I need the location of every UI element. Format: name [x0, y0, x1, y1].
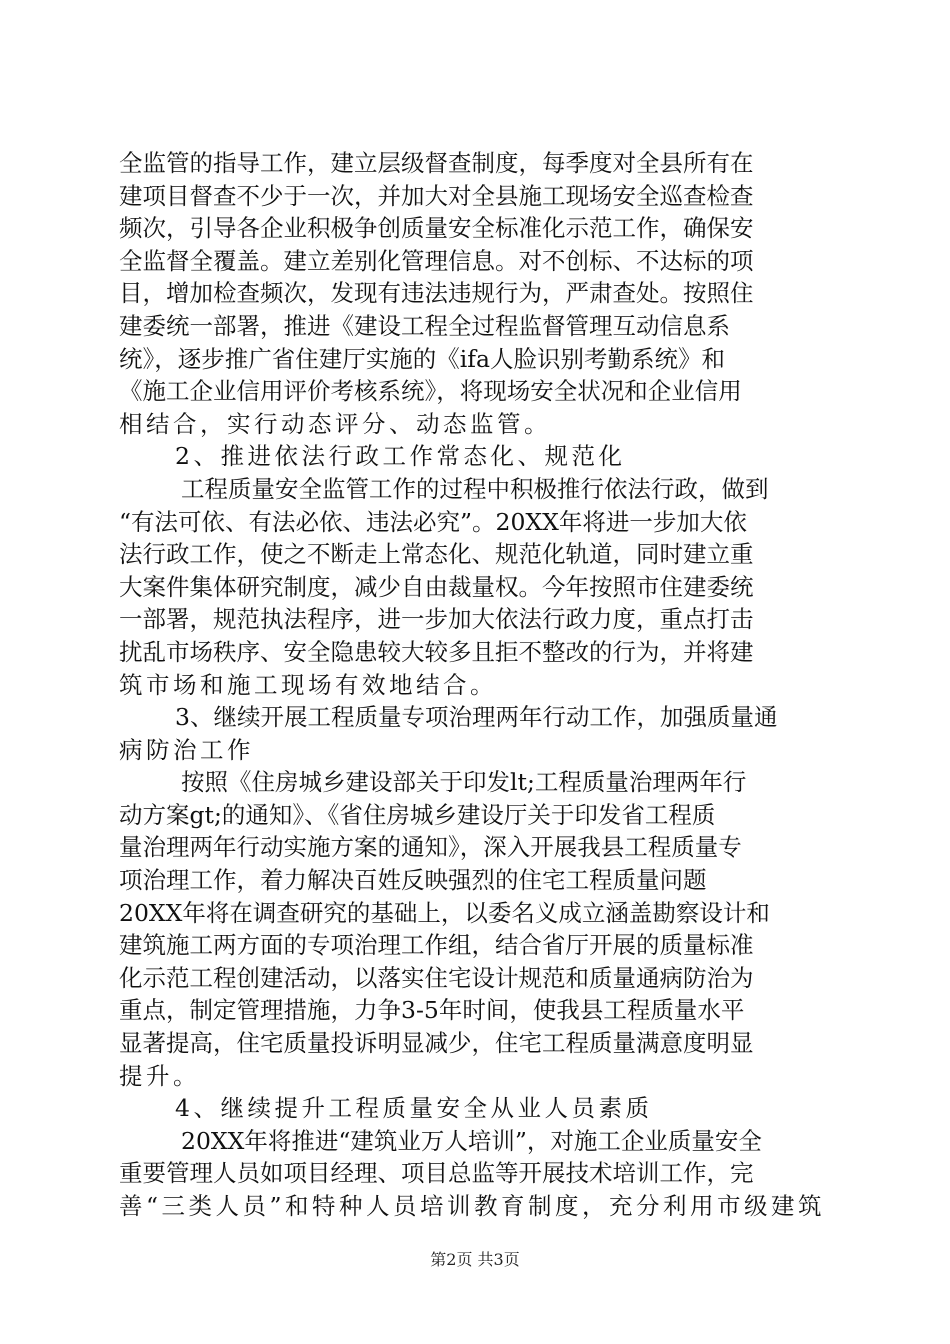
- text-line: 化示范工程创建活动，以落实住宅设计规范和质量通病防治为: [119, 963, 754, 992]
- text-line: 建项目督查不少于一次，并加大对全县施工现场安全巡查检查: [119, 181, 754, 210]
- text-line: 目，增加检查频次，发现有违法违规行为，严肃查处。按照住: [119, 279, 754, 308]
- text-line: 建筑施工两方面的专项治理工作组，结合省厅开展的质量标准: [119, 931, 754, 960]
- text-line: 20XX年将在调查研究的基础上，以委名义成立涵盖勘察设计和: [119, 898, 770, 927]
- text-line: 《施工企业信用评价考核系统》，将现场安全状况和企业信用: [119, 377, 742, 406]
- text-line: 大案件集体研究制度，减少自由裁量权。今年按照市住建委统: [119, 572, 754, 601]
- text-line: 重要管理人员如项目经理、项目总监等开展技术培训工作，完: [119, 1159, 754, 1188]
- text-line: 扰乱市场秩序、安全隐患较大较多且拒不整改的行为，并将建: [119, 637, 754, 666]
- body-text: [119, 147, 839, 1223]
- text-line: 法行政工作，使之不断走上常态化、规范化轨道，同时建立重: [119, 540, 754, 569]
- text-line: 显著提高，住宅质量投诉明显减少，住宅工程质量满意度明显: [119, 1029, 754, 1058]
- text-line: 一部署，规范执法程序，进一步加大依法行政力度，重点打击: [119, 605, 754, 634]
- text-line: 量治理两年行动实施方案的通知》，深入开展我县工程质量专: [119, 833, 742, 862]
- text-line: 相结合，实行动态评分、动态监管。: [119, 409, 551, 438]
- text-line: 2、推进依法行政工作常态化、规范化: [175, 442, 626, 471]
- text-line: 动方案gt;的通知》、《省住房城乡建设厅关于印发省工程质: [119, 800, 716, 829]
- text-line: 按照《住房城乡建设部关于印发lt;工程质量治理两年行: [181, 768, 747, 797]
- text-line: 全监督全覆盖。建立差别化管理信息。对不创标、不达标的项: [119, 246, 754, 275]
- text-line: 项治理工作，着力解决百姓反映强烈的住宅工程质量问题: [119, 866, 707, 895]
- text-line: 频次，引导各企业积极争创质量安全标准化示范工作，确保安: [119, 214, 754, 243]
- text-line: 提升。: [119, 1061, 200, 1090]
- text-line: 3、继续开展工程质量专项治理两年行动工作，加强质量通: [175, 703, 778, 732]
- text-line: 工程质量安全监管工作的过程中积极推行依法行政，做到: [181, 474, 769, 503]
- text-line: 重点，制定管理措施，力争3-5年时间，使我县工程质量水平: [119, 996, 745, 1025]
- page-number-footer: 第2页 共3页: [430, 1250, 520, 1269]
- text-line: 全监管的指导工作，建立层级督查制度，每季度对全县所有在: [119, 149, 754, 177]
- text-line: 统》，逐步推广省住建厅实施的《ifa人脸识别考勤系统》和: [119, 344, 725, 373]
- text-line: 筑市场和施工现场有效地结合。: [119, 670, 497, 699]
- text-line: 20XX年将推进“建筑业万人培训”，对施工企业质量安全: [181, 1126, 762, 1155]
- text-line: “有法可依、有法必依、违法必究”。20XX年将进一步加大依: [119, 507, 747, 536]
- text-line: 建委统一部署，推进《建设工程全过程监督管理互动信息系: [119, 311, 730, 340]
- text-line: 4、继续提升工程质量安全从业人员素质: [175, 1094, 653, 1123]
- text-line: 善“三类人员”和特种人员培训教育制度，充分利用市级建筑: [119, 1192, 826, 1220]
- text-line: 病防治工作: [119, 735, 254, 764]
